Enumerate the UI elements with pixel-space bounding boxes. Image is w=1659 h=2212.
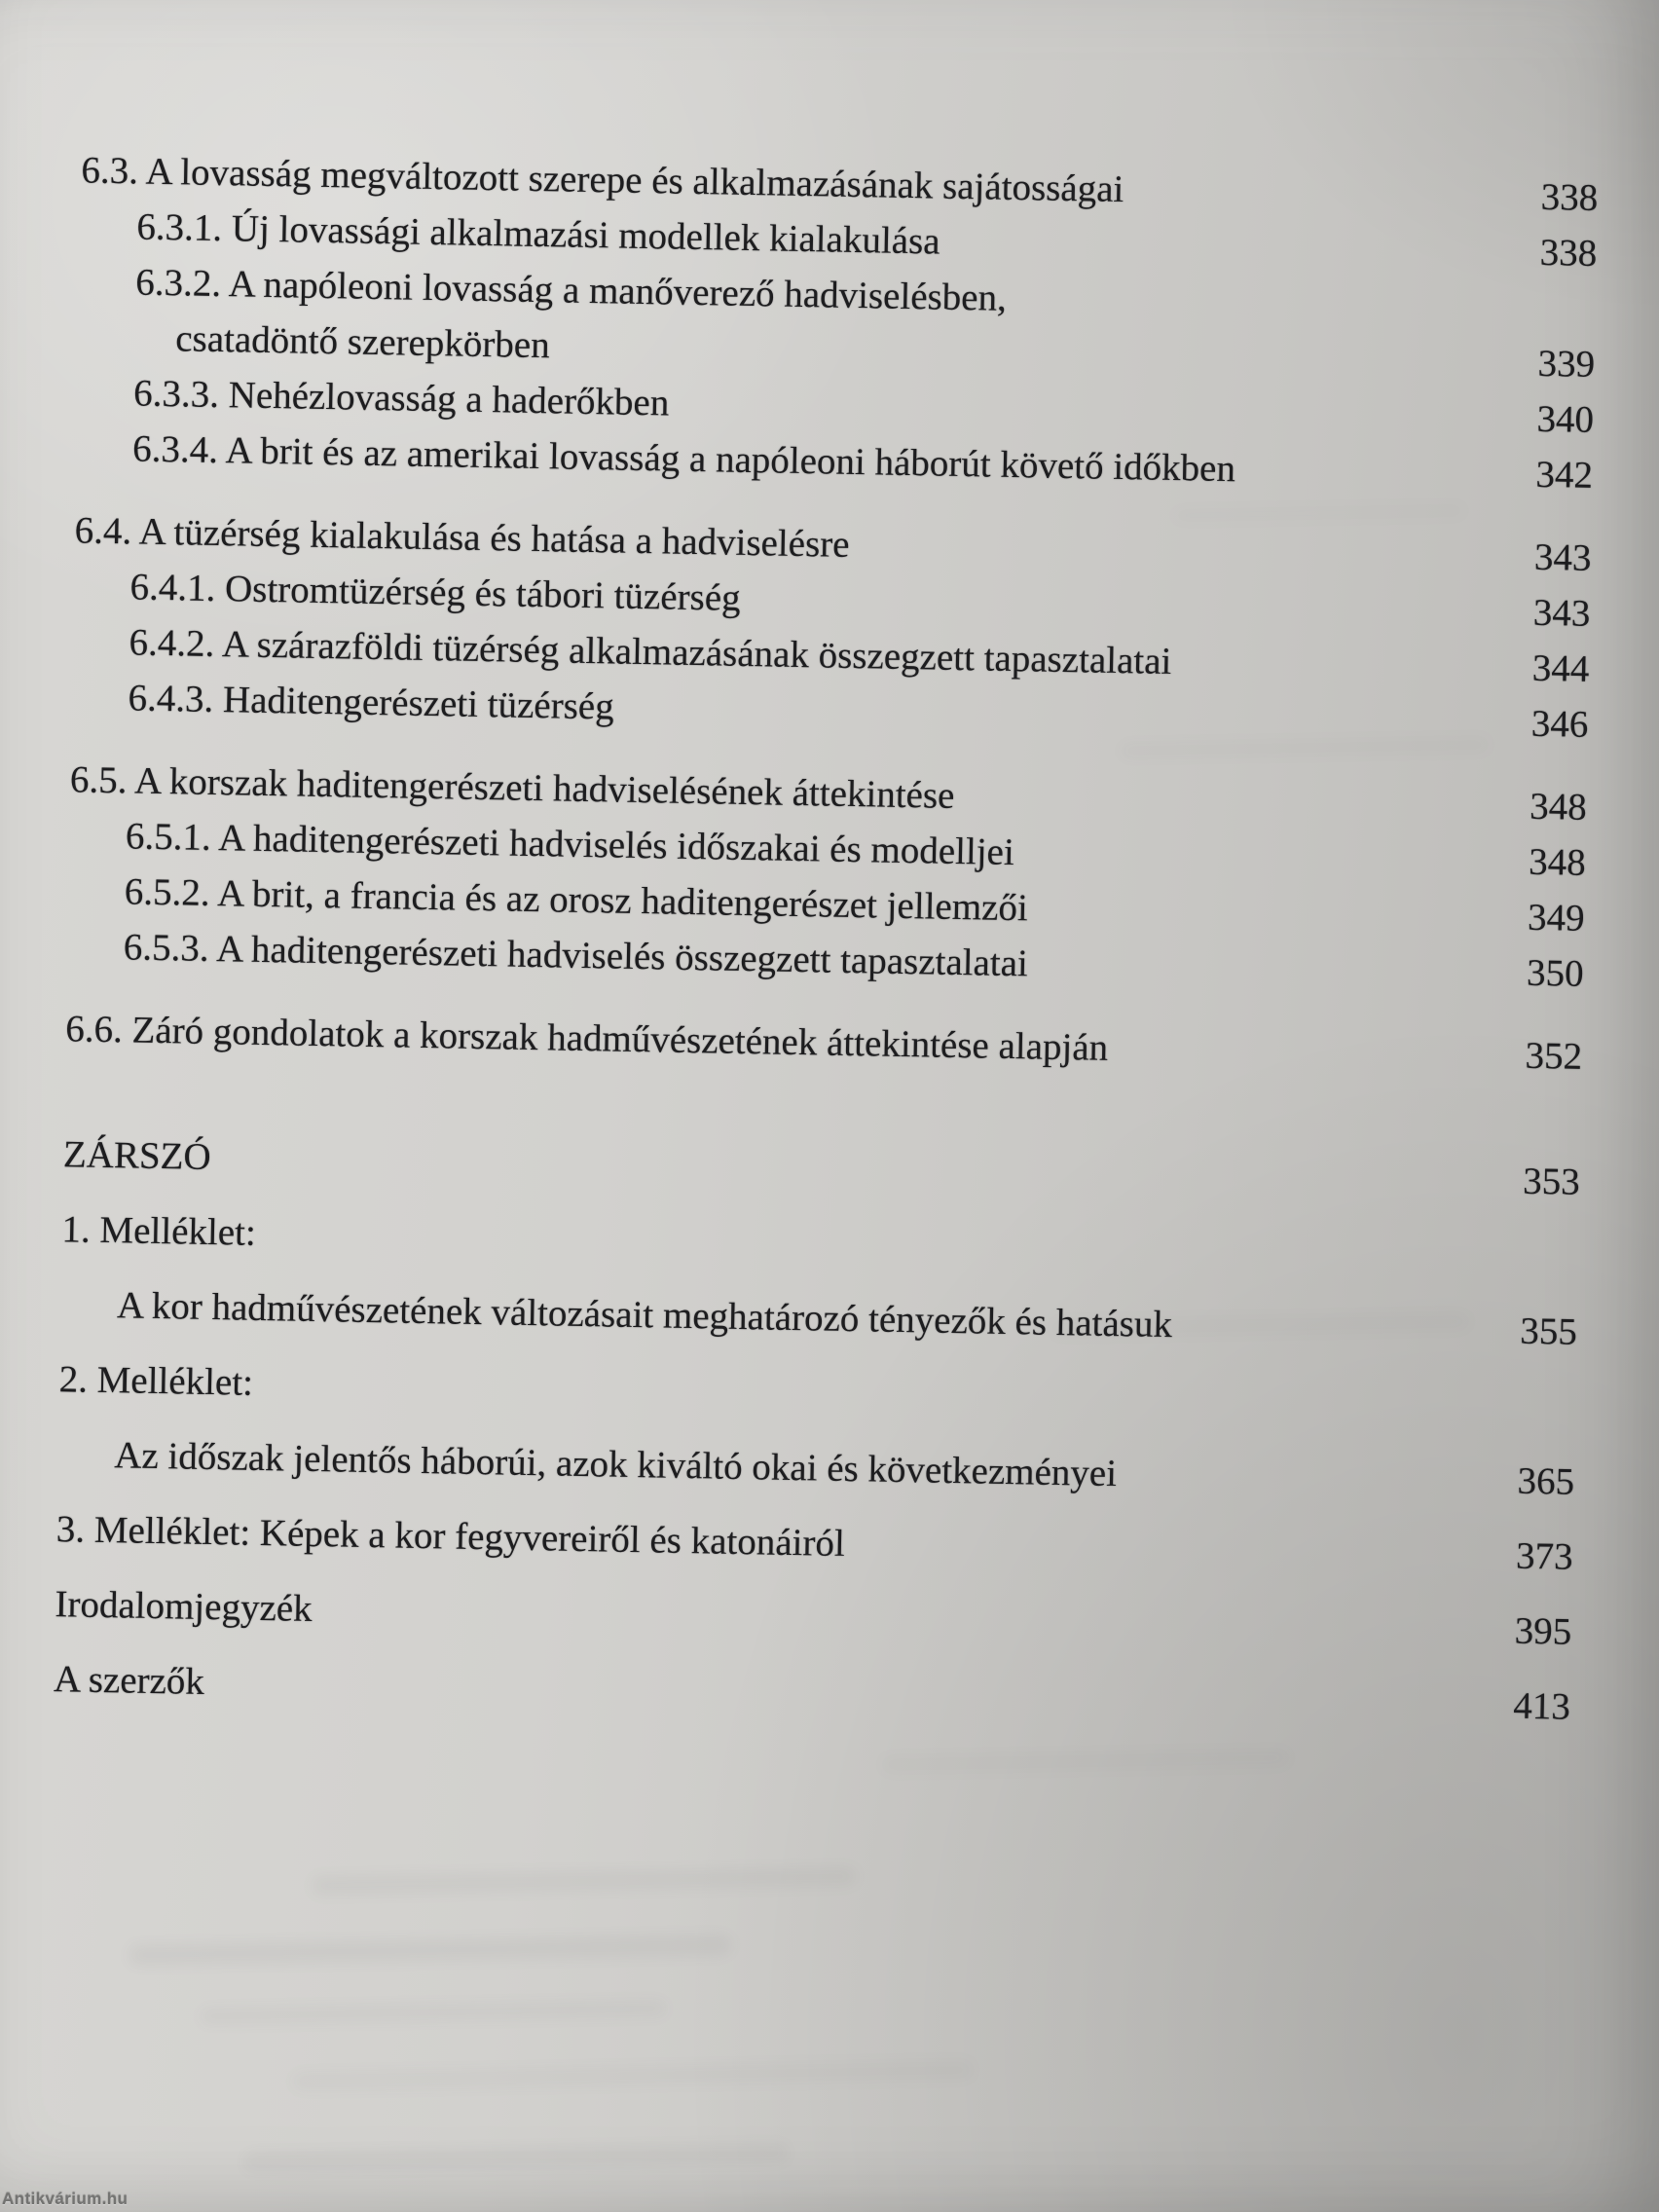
toc-entry-page: 348: [1528, 840, 1587, 884]
toc-entry-label: 6.3. A lovasság megváltozott szerepe és alkalmazásának sajátosságai: [81, 149, 1124, 211]
toc-entry-label: 6.4.1. Ostromtüzérség és tábori tüzérség: [129, 566, 742, 619]
toc-entry-label: 1. Melléklet:: [61, 1208, 257, 1254]
toc-entry-label: 6.4. A tüzérség kialakulása és hatása a hadviselésre: [74, 509, 850, 566]
toc-entry: [36, 1426, 1575, 1510]
toc-entry-label: 6.4.3. Haditengerészeti tüzérség: [128, 677, 615, 728]
toc-entry: [37, 1351, 1576, 1435]
toc-entry-page: 365: [1517, 1459, 1575, 1503]
bleedthrough-smudge: [312, 1866, 857, 1896]
toc-entry-page: [1479, 319, 1596, 321]
toc-entry: [44, 1001, 1583, 1085]
toc-entry-page: 413: [1512, 1684, 1571, 1728]
toc-entry-label: 2. Melléklet:: [58, 1358, 254, 1404]
toc-entry-label: 6.3.3. Nehézlovasság a haderőkben: [132, 372, 670, 424]
bleedthrough-smudge: [243, 2143, 789, 2172]
toc-entry-label: A kor hadművészetének változásait meghatározó tényezők és hatásuk: [116, 1284, 1173, 1346]
toc-entry: [32, 1651, 1571, 1735]
toc-entry-page: 338: [1540, 175, 1599, 219]
bleedthrough-smudge: [200, 2000, 667, 2025]
toc-entry: [39, 1276, 1578, 1360]
toc-entry-label: 6.3.2. A napóleoni lovasság a manőverező hadviselésben,: [134, 261, 1008, 319]
toc-entry-page: [1461, 1268, 1578, 1270]
antikvarium-watermark: Antikvárium.hu: [2, 2190, 129, 2208]
bleedthrough-smudge: [292, 2060, 974, 2091]
bleedthrough-smudge: [129, 1935, 732, 1967]
toc-entry-label: 6.5.1. A haditengerészeti hadviselés időszakai és modelljei: [125, 815, 1015, 874]
toc-entry-label: 6.5.2. A brit, a francia és az orosz haditengerészet jellemzői: [124, 870, 1029, 930]
toc-entry-page: 350: [1526, 951, 1585, 995]
toc-entry-label: 6.3.1. Új lovassági alkalmazási modellek kialakulása: [136, 205, 940, 263]
toc-entry-label: 6.5.3. A haditengerészeti hadviselés összegzett tapasztalatai: [123, 926, 1029, 985]
toc-entry-label: 6.3.4. A brit és az amerikai lovasság a napóleoni háborút követő időkben: [131, 427, 1236, 491]
toc-entry-page: 339: [1537, 342, 1596, 386]
toc-entry: [40, 1201, 1579, 1285]
toc-entry-page: 340: [1536, 397, 1595, 441]
toc-entry-label: ZÁRSZÓ: [62, 1133, 212, 1179]
toc-entry-page: 355: [1519, 1309, 1578, 1353]
toc-entry-label: 6.5. A korszak haditengerészeti hadviselésének áttekintése: [69, 758, 955, 817]
bleedthrough-smudge: [881, 1749, 1290, 1773]
toc-entry: [34, 1501, 1573, 1585]
toc-entry-page: 373: [1515, 1534, 1574, 1578]
toc-entry-label: Irodalomjegyzék: [55, 1583, 313, 1630]
toc-entry-page: 348: [1529, 785, 1588, 829]
toc-entry-label: A szerzők: [53, 1658, 205, 1703]
toc-entry-page: 344: [1531, 646, 1590, 690]
toc-entry-page: 343: [1532, 591, 1591, 635]
toc-entry-label: csatadöntő szerepkörben: [174, 317, 551, 367]
toc-entry-page: 346: [1530, 702, 1589, 746]
toc-entry-page: 342: [1535, 453, 1594, 497]
toc-entry-page: 349: [1527, 896, 1586, 940]
toc-entry-label: 6.4.2. A szárazföldi tüzérség alkalmazásának összegzett tapasztalatai: [129, 621, 1172, 683]
table-of-contents: [32, 142, 1599, 1735]
toc-entry-label: Az időszak jelentős háborúi, azok kiváltó okai és következményei: [113, 1434, 1118, 1495]
toc-entry-page: 395: [1514, 1609, 1572, 1653]
toc-entry-label: 6.6. Záró gondolatok a korszak hadművészetének áttekintése alapján: [64, 1008, 1109, 1069]
toc-entry: [33, 1576, 1572, 1660]
toc-entry-page: 338: [1539, 231, 1598, 275]
toc-entry: [41, 1126, 1580, 1210]
toc-entry-label: 3. Melléklet: Képek a kor fegyvereiről és katonáiról: [55, 1508, 846, 1566]
toc-entry-page: 343: [1533, 535, 1592, 579]
toc-entry-page: 352: [1525, 1034, 1583, 1078]
toc-entry-page: 353: [1522, 1160, 1581, 1203]
toc-entry-page: [1458, 1418, 1575, 1419]
